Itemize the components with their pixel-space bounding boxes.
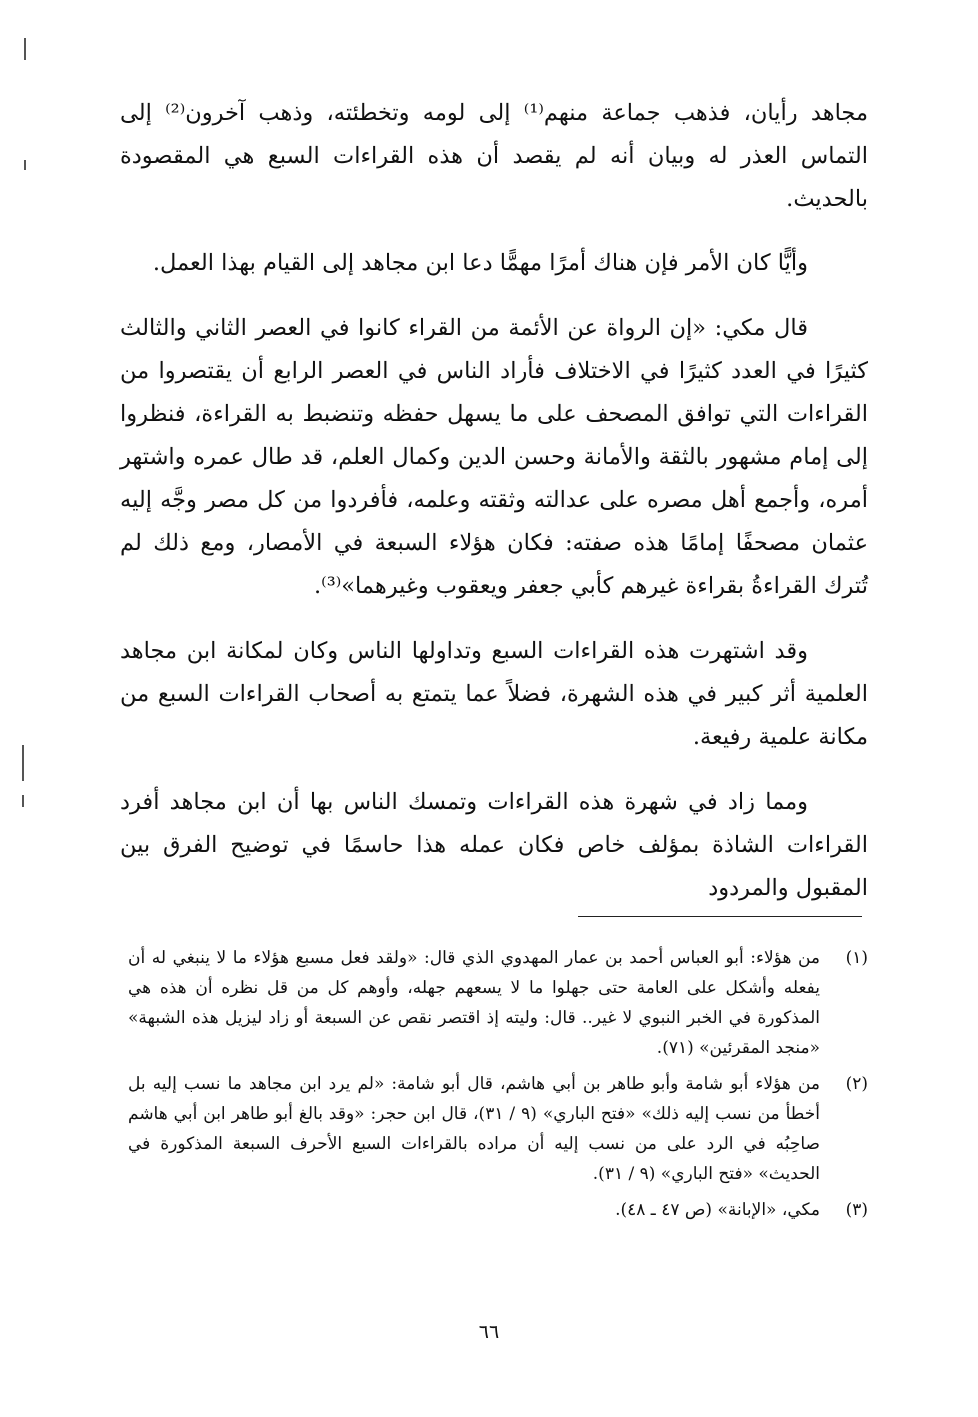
- page-number: ٦٦: [478, 1321, 500, 1343]
- footnotes: [128, 943, 868, 1231]
- paragraph-2: وأيًّا كان الأمر فإن هناك أمرًا مهمًّا دعا ابن مجاهد إلى القيام بهذا العمل.: [152, 250, 808, 276]
- footnote-number: (٣): [845, 1200, 868, 1220]
- paragraph-1: مجاهد رأيان، فذهب جماعة منهم⁽¹⁾ إلى لومه وتخطئته، وذهب آخرون⁽²⁾ إلى التماس العذر له وبيان أنه لم يقصد أن هذه القراءات السبع هي المقصودة بالحديث.: [120, 100, 869, 212]
- footnote-number: (١): [845, 948, 868, 968]
- footnote-3: [128, 1195, 868, 1225]
- footnote-1: [128, 943, 868, 1063]
- paragraph-3: قال مكي: «إن الرواة عن الأئمة من القراء كانوا في العصر الثاني والثالث كثيرًا في العدد كثيرًا في الاختلاف فأراد الناس في العصر الرابع أن يقتصروا من القراءات التي توافق المصحف على ما يسهل حفظه وتنضبط به القراءة، فنظروا إلى إمام مشهور بالثقة والأمانة وحسن الدين وكمال العلم، قد طال عمره واشتهر أمره، وأجمع أهل مصره على عدالته وثقته وعلمه، فأفردوا من كل مصر وجَّه إليه عثمان مصحفًا إمامًا هذه صفته: فكان هؤلاء السبعة في الأمصار، ومع ذلك لم تُترك القراءةُ بقراءة غيرهم كأبي جعفر ويعقوب وغيرهما»⁽³⁾.: [120, 315, 868, 599]
- main-text: [120, 92, 868, 931]
- footnote-2: [128, 1069, 868, 1189]
- footnote-text: من هؤلاء: أبو العباس أحمد بن عمار المهدوي الذي قال: «ولقد فعل مسبع هؤلاء ما لا ينبغي له أن يفعله وأشكل على العامة حتى جهلوا ما لا يسعهم جهله، وأوهم كل من قل نظره أن هذه هي المذكورة في الخبر النبوي لا غير.. قال: وليته إذ اقتصر نقص عن السبعة أو زاد ليزيل هذه الشبهة» «منجد المقرئين» (٧١).: [128, 948, 820, 1058]
- footnote-text: من هؤلاء أبو شامة وأبو طاهر بن أبي هاشم، قال أبو شامة: «لم يرد ابن مجاهد ما نسب إليه بل أخطأ من نسب إليه ذلك» «فتح الباري» (٩ / ٣١)، قال ابن حجر: «وقد بالغ أبو طاهر ابن أبي هاشم صاحِبُه في الرد على من نسب إليه أن مراده بالقراءات السبع الأحرف السبعة المذكورة في الحديث» «فتح الباري» (٩ / ٣١).: [128, 1074, 820, 1184]
- footnote-number: (٢): [845, 1074, 868, 1094]
- paragraph-4: وقد اشتهرت هذه القراءات السبع وتداولها الناس وكان لمكانة ابن مجاهد العلمية أثر كبير في هذه الشهرة، فضلاً عما يتمتع به أصحاب القراءات السبع من مكانة علمية رفيعة.: [120, 638, 868, 750]
- footnote-separator: [578, 916, 862, 917]
- footnote-text: مكي، «الإبانة» (ص ٤٧ ـ ٤٨).: [615, 1200, 820, 1220]
- paragraph-5: ومما زاد في شهرة هذه القراءات وتمسك الناس بها أن ابن مجاهد أفرد القراءات الشاذة بمؤلف خاص فكان عمله هذا حاسمًا في توضيح الفرق بين المقبول والمردود: [120, 789, 868, 901]
